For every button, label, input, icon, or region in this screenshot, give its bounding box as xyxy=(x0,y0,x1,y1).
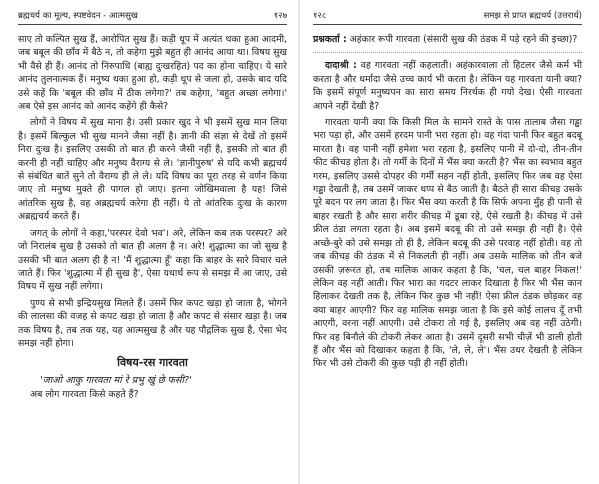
dadashri-label: दादाश्री : xyxy=(325,60,357,72)
questioner-text: अहंकार रूपी गारवता (संसारी सुख की ठंडक में पड़े रहने की इच्छा)? xyxy=(349,34,578,45)
dadashri-text: वह गारवता नहीं कहलाती। अहंकारवाला तो हिटलर जैसे कर्म भी करता है और धर्मादा जैसे उच्च कार्य भी करता है। लेकिन यह गारवता यानी क्या? कि इसमें संपूर्ण मनुष्यपन का सारा समय निरर्थक ही गयो देख। ऐसी गारवता आपने नहीं देखी है? xyxy=(313,60,582,112)
right-page xyxy=(299,0,598,484)
questioner-label: प्रश्नकर्ता : xyxy=(313,34,347,45)
right-page-number: १२८ xyxy=(313,11,327,21)
section-heading: विषय-रस गारवता xyxy=(117,356,188,370)
right-chapter-title: समझ से प्राप्त ब्रह्मचर्य (उत्तरार्ध) xyxy=(483,11,582,21)
left-paragraph-3: जगत् के लोगों ने कहा,'परस्पर देवो भव'। अरे, लेकिन कब तक परस्पर? अरे जो निरालंब सुख है उसको तो बात ही अलग है न। अरे! शुद्धात्मा का जो सुख है उसकी भी बात अलग ही है न! 'मैं शुद्धात्मा हूँ' कहा कि बाहर के सारे विचार चले जाते हैं। फिर 'शुद्धात्मा में ही सुख है', ऐसा यथार्थ रूप से समझ में आ जाए, उसे विषय में सुख नहीं लगेगा। xyxy=(18,227,287,293)
questioner-block xyxy=(313,33,582,46)
right-paragraph-1: गारवता यानी क्या कि किसी मिल के सामने रास्ते के पास तालाब जैसा गड्ढा भरा पड़ा हो, और उसमें हरदम पानी भरा रहता हो। वह गंदा पानी फिर बहुत बदबू मारता है। वह पानी नहीं हमेशा भरा रहता है, इसलिए पानी में दो-दो, तीन-तीन फीट कीचड़ होता है। तो गर्मी के दिनों में भैंस क्या करती है? भैंस का स्वभाव बहुत गरम, इसलिए उससे दोपहर की गर्मी सहन नहीं होती, इसलिए फिर जब वह ऐसा गड्ढा देखती है, तब उसमें जाकर धप्प से बैठ जाती है। बैठते ही सारा कीचड़ उसके पूरे बदन पर लग जाता है। फिर भैंस क्या करती है कि सिर्फ अपना मुँह ही पानी से बाहर रखती है और सारा शरीर कीचड़ में डूबा रहे, ऐसे रखती है। कीचड़ में उसे फ्रील ठंडा लगता रहता है। अब इसमें बदबू की तो उसे समझ ही नहीं है। ऐसे अच्छे-बुरे को उसे समझ तो ही है, लेकिन बदबू की उसे परवाह नहीं होती। वह तो जब कीचड़ की ठंडक में से निकलती ही नहीं। अब उसके मालिक को तीन बजे उसकी ज़रूरत हो, तब मालिक आकर कहता है कि, 'चल, चल बाहर निकल!' लेकिन वह नहीं आती। फिर भारा का गदटर लाकर दिखाता है फिर भी भैंस कान हिलाकर देखती तक है, लेकिन फिर कुछ भी नहीं! ऐसा फ्रील ठंडक छोड़कर वह क्या बाहर आएगी? फिर वह मालिक समझ जाता है कि इसे कोई लालच दूँ तभी आएगी, वरना नहीं आएगी। उसे टोकरा तो गई है, इसलिए अब वह नहीं उठेगी। फिर वह बिनौले की टोकरी लेकर आता है। उसमें दूसरी सभी चीज़ें भी डाली होती हैं और भैंस को दिखाकर कहता है कि, 'ले, ले, ले'। भैंस उधर देखती है लेकिन फिर भी उसे टोकरी की कुछ पड़ी ही नहीं होती। xyxy=(313,117,582,370)
left-paragraph-4: पुण्य से सभी इन्द्रियसुख मिलते हैं। उसमें फिर कपट खड़ा हो जाता है, भोगने की लालसा की वजह से कपट खड़ा हो जाता है और कपट से संसार खड़ा है। जब तक विषय है, तब तक यह, यह आत्मसुख है और यह पौद्गलिक सुख है, ऐसा भेद समझ नहीं होगा। xyxy=(18,297,287,349)
left-page xyxy=(0,0,299,484)
left-paragraph-1: साए तो कल्पित सुख हैं, आरोपित सुख हैं। कड़ी धूप में अत्यंत थका हुआ आदमी, जब बबूल की छाँव में बैठे न, तो कहेगा मुझे बहुत ही आनंद आया था। विषय सुख भी वैसे ही हैं। आनंद तो निरुपाधि (बाह्य दुःखरहित) पद का होना चाहिए। ये सारे आनंद तुलनात्मक हैं। मनुष्य थका हुआ हो, कड़ी धूप से जला हो, उसके बाद यदि उसे कहें कि 'बबूल की छाँव में ठीक लगेगा?' तब कहेगा, 'बहुत अच्छा लगेगा।' अब ऐसे इस आनंद को आनंद कहेंगे ही कैसे? xyxy=(18,34,287,113)
dialogue-divider xyxy=(313,52,582,53)
right-running-head xyxy=(313,10,582,25)
verse-line: 'जाओ आकु गारवता मां रे प्रभु खुं छे फसी?' xyxy=(40,375,192,387)
left-last-line: अब लोग गारवता किसे कहते हैं? xyxy=(30,389,139,401)
left-running-head xyxy=(18,10,287,25)
left-page-number: १२७ xyxy=(273,11,287,21)
dadashri-block xyxy=(313,59,582,113)
left-paragraph-2: लोगों ने विषय में सुख माना है। उसी प्रकार खुद ने भी इसमें सुख मान लिया है। इसमें बिल्कुल भी सुख मानने जैसा नहीं है। ज्ञानी की संज्ञा से देखें तो इसमें निरा दुःख है। इसलिए उसकी तो बात ही करने जैसी नहीं है, इसकी तो बात ही करनी ही नहीं चाहिए और मनुष्य वैराग्य से ले। 'ज्ञानीपुरुष' से यदि कभी ब्रह्मचर्य से संबंधित बातें सुने तो वैराग्य ही ले ले। यदि विषय का पूरा तरह से वर्णन किया जाए तो मनुष्य मुक्ते ही पागल हो जाए। इतना जोखिमवाला है यह! जिसे आंतरिक सुख है, वह अब्रह्मचर्य करेगा ही नहीं। ये तो आंतरिक दुःख के कारण अब्रह्मचर्य करते हैं। xyxy=(18,117,287,223)
left-chapter-title: ब्रह्मचर्य का मूल्य, स्पष्टवेदन - आत्मसुख xyxy=(18,11,138,21)
